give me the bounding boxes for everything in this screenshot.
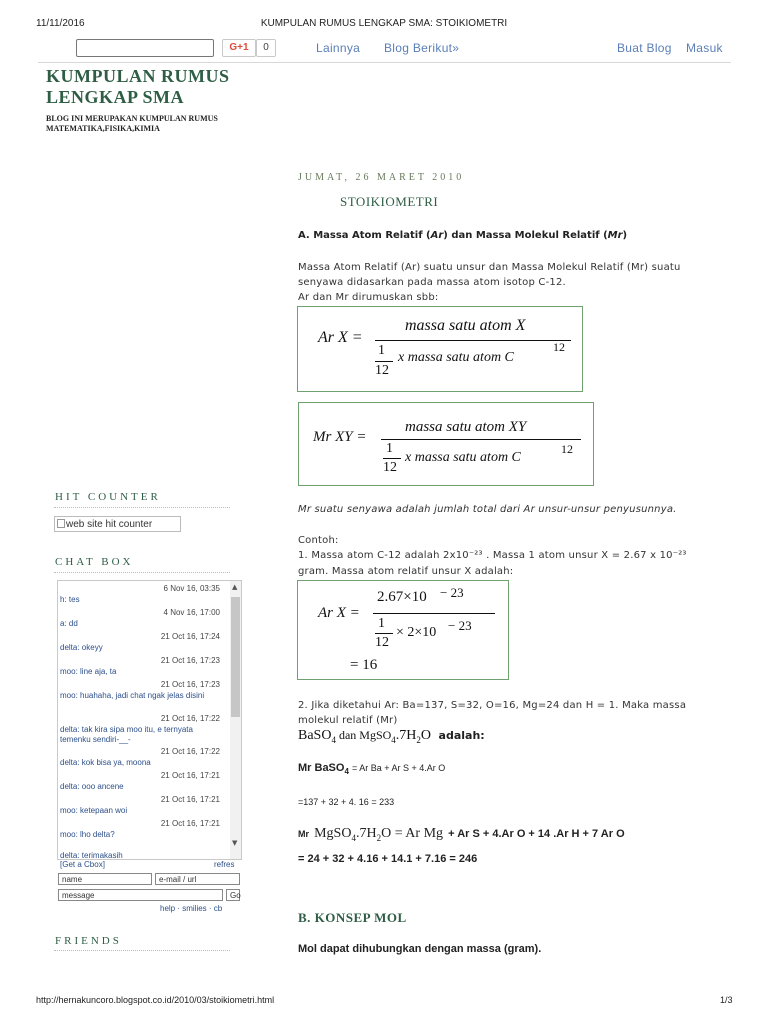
formula-twelve: 12 (375, 363, 389, 378)
formula-denominator-exponent: − 23 (448, 618, 472, 633)
blog-title-line1: KUMPULAN RUMUS (46, 66, 230, 86)
post-title[interactable]: STOIKIOMETRI (340, 194, 439, 209)
sidebar-divider (54, 950, 230, 951)
chat-message: delta: kok bisa ya, moona (60, 758, 151, 767)
compound-text: dan MgSO (335, 728, 392, 742)
sidebar-divider (54, 507, 230, 508)
sidebar-divider (54, 572, 230, 573)
mr-mgso4-prefix: Mr (298, 829, 309, 839)
broken-image-icon (57, 519, 65, 528)
chat-go-button[interactable]: Go (226, 889, 240, 901)
fraction-bar (375, 340, 571, 341)
chat-message: moo: line aja, ta (60, 667, 117, 676)
mr-baso4-label: Mr BaSO (298, 762, 345, 774)
mr-mgso4-formula: MgSO (314, 826, 352, 841)
chat-date: 21 Oct 16, 17:21 (160, 795, 220, 804)
mr-mgso4-equation: O = Ar Mg (381, 826, 444, 841)
section-a-heading-ar: Ar (430, 230, 444, 241)
formula-denominator: x massa satu atom C (405, 450, 521, 465)
chat-message: delta: terimakasih (60, 851, 123, 860)
section-a-heading-text: A. Massa Atom Relatif ( (298, 230, 431, 241)
mr-baso4-subscript: 4 (344, 767, 349, 777)
footer-page-number: 1/3 (720, 995, 733, 1005)
chat-date: 21 Oct 16, 17:21 (160, 771, 220, 780)
section-a-heading-text: ) dan Massa Molekul Relatif ( (443, 230, 608, 241)
chat-help-link[interactable]: help (160, 904, 176, 913)
friends-heading: FRIENDS (55, 935, 122, 947)
chat-cbox-link[interactable]: cb (213, 904, 223, 913)
chat-date: 21 Oct 16, 17:23 (160, 656, 220, 665)
formula-numerator: 2.67×10 (377, 589, 427, 605)
intro-line: Ar dan Mr dirumuskan sbb: (298, 292, 439, 303)
search-input[interactable] (76, 39, 214, 57)
formula-ar (297, 306, 583, 392)
fraction-bar (383, 458, 401, 459)
hit-counter-image[interactable] (54, 516, 181, 532)
mr-mgso4-line (298, 822, 625, 843)
navbar-divider (38, 62, 731, 63)
formula-one: 1 (378, 343, 385, 358)
compound-subscript: 4 (391, 734, 396, 745)
chat-scroll-thumb[interactable] (231, 597, 240, 717)
post-date: JUMAT, 26 MARET 2010 (298, 172, 465, 183)
blog-title-line2: LENGKAP SMA (46, 87, 185, 107)
mr-definition: Mr suatu senyawa adalah jumlah total dari Ar unsur-unsur penyusunnya. (298, 504, 677, 515)
chat-smilies-link[interactable]: smilies (182, 904, 207, 913)
section-a-heading-mr: Mr (607, 230, 623, 241)
chat-date: 21 Oct 16, 17:22 (160, 747, 220, 756)
chat-message: h: tes (60, 595, 80, 604)
refresh-link[interactable]: refres (214, 860, 235, 869)
formula-denominator: × 2×10 (396, 625, 437, 640)
print-date: 11/11/2016 (36, 18, 85, 29)
chat-email-input[interactable]: e-mail / url (155, 873, 240, 885)
formula-one: 1 (378, 616, 385, 631)
mr-baso4-value: =137 + 32 + 4. 16 = 233 (298, 797, 395, 807)
example-1-line1: 1. Massa atom C-12 adalah 2x10⁻²³ . Massa 1 atom unsur X = 2.67 x 10⁻²³ (298, 550, 687, 561)
get-cbox-link[interactable]: [Get a Cbox] (60, 860, 105, 869)
chat-message: a: dd (60, 619, 78, 628)
mr-mgso4-value: = 24 + 32 + 4.16 + 14.1 + 7.16 = 246 (298, 853, 478, 865)
section-b-heading: B. KONSEP MOL (298, 910, 407, 925)
create-blog-link[interactable]: Buat Blog (617, 41, 672, 55)
blog-title[interactable] (46, 66, 266, 108)
mr-baso4-line (298, 762, 445, 776)
chat-message: delta: ooo ancene (60, 782, 124, 791)
chat-date: 21 Oct 16, 17:23 (160, 680, 220, 689)
compound-text: O (420, 728, 432, 743)
mr-mgso4-subscript: 4 (351, 832, 356, 843)
chat-box-heading: CHAT BOX (55, 556, 134, 568)
chat-message: delta: okeyy (60, 643, 103, 652)
compound-subscript: 2 (416, 734, 421, 745)
formula-lhs: Ar X = (318, 329, 363, 346)
gplus-count: 0 (256, 39, 276, 57)
chat-date: 21 Oct 16, 17:22 (160, 714, 220, 723)
formula-ar-example (297, 580, 509, 680)
chat-box[interactable] (57, 580, 242, 860)
scroll-up-icon[interactable]: ▲ (232, 583, 238, 591)
formula-denominator: x massa satu atom C (398, 350, 514, 365)
chat-message: moo: ketepaan woi (60, 806, 128, 815)
formula-lhs: Mr XY = (313, 429, 367, 445)
chat-message: moo: huahaha, jadi chat ngak jelas disini (60, 691, 205, 700)
gplus-button[interactable]: G+1 (222, 39, 256, 57)
formula-twelve: 12 (383, 460, 397, 475)
blog-description (46, 114, 256, 134)
footer-url: http://hernakuncoro.blogspot.co.id/2010/03/stoikiometri.html (36, 995, 275, 1005)
intro-line: senyawa didasarkan pada massa atom isotop C-12. (298, 277, 566, 288)
login-link[interactable]: Masuk (686, 41, 723, 55)
more-link[interactable]: Lainnya (316, 41, 361, 55)
chat-help-links: help · smilies · cb (160, 904, 223, 913)
blog-description-line2: MATEMATIKA,FISIKA,KIMIA (46, 124, 160, 133)
chat-scrollbar[interactable] (230, 581, 241, 859)
formula-numerator: massa satu atom XY (405, 419, 527, 435)
section-a-heading (298, 230, 627, 241)
chat-message: delta: tak kira sipa moo itu, e ternyata temenku sendiri-__- (60, 725, 193, 744)
chat-date: 6 Nov 16, 03:35 (163, 584, 220, 593)
next-blog-link[interactable]: Blog Berikut» (384, 41, 460, 55)
formula-lhs: Ar X = (318, 605, 360, 621)
fraction-bar (381, 439, 581, 440)
formula-result: = 16 (350, 657, 378, 673)
fraction-bar (375, 361, 393, 362)
formula-mr (298, 402, 594, 486)
scroll-down-icon[interactable]: ▼ (232, 839, 238, 847)
formula-superscript: 12 (561, 442, 573, 456)
formula-superscript: 12 (553, 340, 565, 354)
intro-line: Massa Atom Relatif (Ar) suatu unsur dan Massa Molekul Relatif (Mr) suatu (298, 262, 681, 273)
intro-paragraph (298, 260, 728, 305)
example-2-line1: 2. Jika diketahui Ar: Ba=137, S=32, O=16, Mg=24 dan H = 1. Maka massa (298, 700, 687, 711)
compound-text: BaSO (298, 728, 332, 743)
chat-date: 21 Oct 16, 17:24 (160, 632, 220, 641)
chat-message-input[interactable]: message (58, 889, 223, 901)
example-2-line2: molekul relatif (Mr) (298, 715, 398, 726)
fraction-bar (373, 613, 495, 614)
example-label: Contoh: (298, 535, 339, 546)
mr-baso4-equation: = Ar Ba + Ar S + 4.Ar O (351, 763, 446, 773)
print-title: KUMPULAN RUMUS LENGKAP SMA: STOIKIOMETRI (260, 18, 508, 29)
section-b-text: Mol dapat dihubungkan dengan massa (gram). (298, 943, 542, 955)
mr-mgso4-subscript: 2 (376, 832, 382, 843)
formula-one: 1 (386, 441, 393, 456)
chat-date: 21 Oct 16, 17:21 (160, 819, 220, 828)
compound-suffix: adalah: (438, 729, 485, 742)
example-2-compounds (298, 728, 485, 745)
chat-message: moo: lho delta? (60, 830, 115, 839)
hit-counter-heading: HIT COUNTER (55, 491, 161, 503)
compound-subscript: 4 (331, 734, 336, 745)
compound-text: .7H (395, 728, 417, 743)
blog-description-line1: BLOG INI MERUPAKAN KUMPULAN RUMUS (46, 114, 218, 123)
formula-numerator: massa satu atom X (405, 317, 526, 334)
mr-mgso4-formula: .7H (355, 826, 377, 841)
formula-numerator-exponent: − 23 (440, 585, 464, 600)
formula-twelve: 12 (375, 635, 389, 650)
example-1-line2: gram. Massa atom relatif unsur X adalah: (298, 566, 514, 577)
mr-mgso4-rest: + Ar S + 4.Ar O + 14 .Ar H + 7 Ar O (448, 828, 625, 840)
chat-name-input[interactable]: name (58, 873, 152, 885)
section-a-heading-text: ) (622, 230, 628, 241)
fraction-bar (375, 633, 393, 634)
chat-date: 4 Nov 16, 17:00 (163, 608, 220, 617)
hit-counter-alt-text: web site hit counter (66, 519, 153, 530)
